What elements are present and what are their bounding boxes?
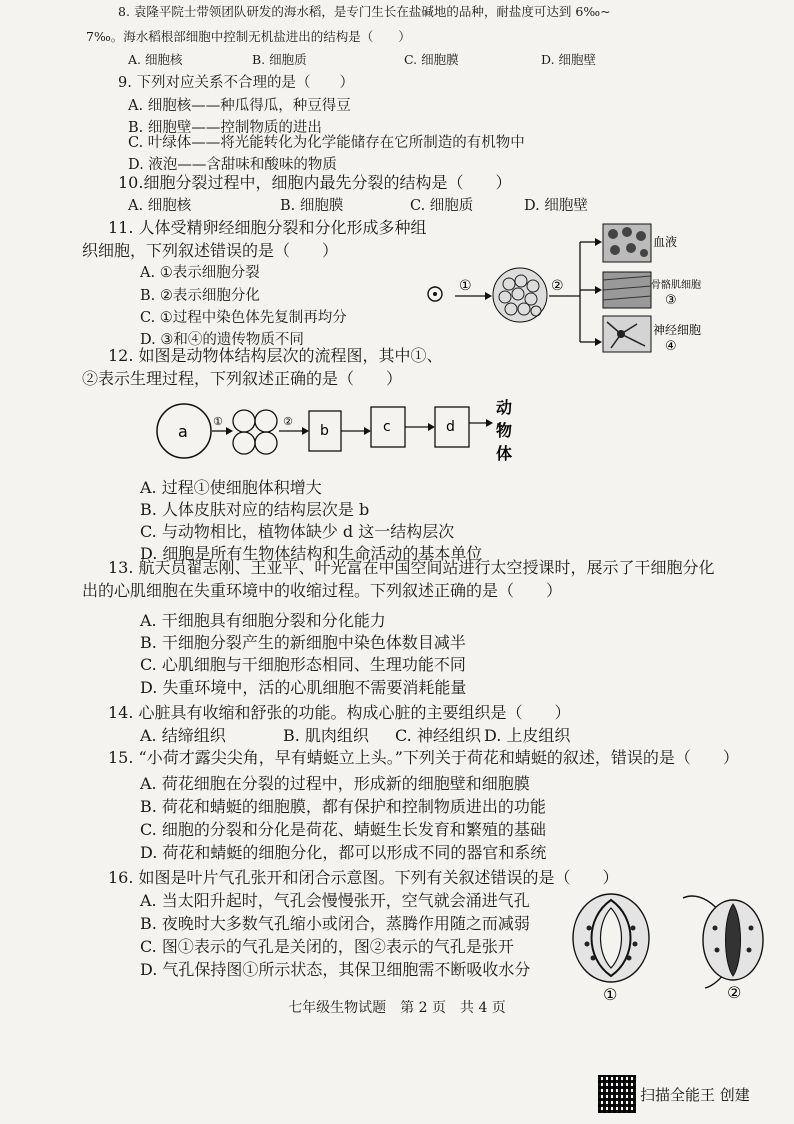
q14-option-b: B. 肌肉组织 — [283, 726, 369, 745]
process-1-label: ① — [213, 415, 223, 428]
dividing-cells-icon — [233, 410, 277, 454]
scanner-watermark: 扫描全能王 创建 — [640, 1086, 750, 1104]
q12-stem-line2: ②表示生理过程，下列叙述正确的是（ ） — [82, 369, 403, 388]
q9-option-a: A. 细胞核——种瓜得瓜，种豆得豆 — [128, 98, 351, 114]
stoma-1-label: ① — [603, 985, 618, 1004]
q14-option-c: C. 神经组织 — [395, 726, 481, 745]
stoma-2-label: ② — [727, 983, 742, 1002]
q16-option-c: C. 图①表示的气孔是关闭的，图②表示的气孔是张开 — [140, 937, 514, 956]
label-a: a — [178, 422, 188, 441]
q11-stem-line1: 11. 人体受精卵经细胞分裂和分化形成多种组 — [108, 218, 427, 237]
q14-option-d: D. 上皮组织 — [484, 726, 571, 745]
page-footer: 七年级生物试题 第 2 页 共 4 页 — [288, 1000, 506, 1016]
cell-cluster-icon — [493, 268, 547, 322]
q14-option-a: A. 结缔组织 — [140, 726, 226, 745]
q16-option-b: B. 夜晚时大多数气孔缩小或闭合，蒸腾作用随之而减弱 — [140, 914, 530, 933]
skeletal-muscle-label: 骨骼肌细胞 — [651, 280, 701, 291]
q10-option-b: B. 细胞膜 — [280, 198, 344, 214]
skeletal-muscle-cells-image — [603, 272, 651, 308]
q10-option-a: A. 细胞核 — [128, 198, 192, 214]
q13-option-d: D. 失重环境中，活的心肌细胞不需要消耗能量 — [140, 678, 467, 697]
q16-stomata-figure — [565, 888, 794, 1008]
q11-stem-line2: 织细胞，下列叙述错误的是（ ） — [82, 241, 339, 260]
stoma-open-icon — [573, 894, 649, 982]
label-c: c — [383, 419, 391, 435]
q16-option-d: D. 气孔保持图①所示状态，其保卫细胞需不断吸收水分 — [140, 960, 531, 979]
q11-option-b: B. ②表示细胞分化 — [140, 288, 260, 304]
q13-option-a: A. 干细胞具有细胞分裂和分化能力 — [140, 611, 386, 630]
q9-option-d: D. 液泡——含甜味和酸味的物质 — [128, 157, 337, 173]
q13-option-b: B. 干细胞分裂产生的新细胞中染色体数目减半 — [140, 633, 466, 652]
q11-option-a: A. ①表示细胞分裂 — [140, 265, 260, 281]
qr-code-icon — [598, 1075, 636, 1113]
q8-stem-line2: 7‰。海水稻根部细胞中控制无机盐进出的结构是（ ） — [86, 29, 411, 44]
nerve-cell-label: 神经细胞 — [653, 323, 702, 337]
process-2-label: ② — [283, 415, 293, 428]
q10-option-d: D. 细胞壁 — [524, 198, 588, 214]
result-char-3: 体 — [496, 444, 513, 463]
q8-stem-line1: 8. 袁隆平院士带领团队研发的海水稻，是专门生长在盐碱地的品种，耐盐度可达到 6‰~ — [118, 4, 611, 19]
label-3: ③ — [665, 293, 677, 308]
q13-option-c: C. 心肌细胞与干细胞形态相同、生理功能不同 — [140, 655, 466, 674]
q12-stem-line1: 12. 如图是动物体结构层次的流程图，其中①、 — [108, 346, 443, 365]
q12-option-b: B. 人体皮肤对应的结构层次是 b — [140, 500, 370, 519]
label-b: b — [320, 423, 329, 439]
blood-cells-image — [603, 224, 651, 262]
q15-option-a: A. 荷花细胞在分裂的过程中，形成新的细胞壁和细胞膜 — [140, 774, 530, 793]
label-4: ④ — [665, 339, 677, 354]
blood-label: 血液 — [653, 235, 678, 249]
stoma-closed-icon — [683, 896, 763, 988]
q13-stem-line1: 13. 航天员翟志刚、王亚平、叶光富在中国空间站进行太空授课时，展示了干细胞分化 — [108, 558, 715, 577]
q9-option-b: B. 细胞壁——控制物质的进出 — [128, 120, 322, 136]
q12-option-c: C. 与动物相比，植物体缺少 d 这一结构层次 — [140, 522, 455, 541]
q15-option-b: B. 荷花和蜻蜓的细胞膜，都有保护和控制物质进出的功能 — [140, 797, 546, 816]
q15-stem: 15. “小荷才露尖尖角，早有蜻蜓立上头。”下列关于荷花和蜻蜓的叙述，错误的是（ ） — [108, 748, 739, 767]
label-d: d — [446, 419, 455, 435]
q12-structure-levels-figure — [150, 393, 530, 471]
q15-option-d: D. 荷花和蜻蜓的细胞分化，都可以形成不同的器官和系统 — [140, 843, 547, 862]
q11-cell-differentiation-figure — [425, 218, 725, 358]
q9-stem: 9. 下列对应关系不合理的是（ ） — [118, 75, 354, 91]
q11-process-1-label: ① — [459, 278, 472, 294]
q8-option-b: B. 细胞质 — [252, 52, 307, 67]
q11-process-2-label: ② — [551, 278, 564, 294]
q8-option-c: C. 细胞膜 — [404, 52, 459, 67]
q15-option-c: C. 细胞的分裂和分化是荷花、蜻蜓生长发育和繁殖的基础 — [140, 820, 546, 839]
q10-option-c: C. 细胞质 — [410, 198, 474, 214]
q11-option-c: C. ①过程中染色体先复制再均分 — [140, 310, 347, 326]
q8-option-a: A. 细胞核 — [128, 52, 183, 67]
q13-stem-line2: 出的心肌细胞在失重环境中的收缩过程。下列叙述正确的是（ ） — [82, 581, 563, 600]
q9-option-c: C. 叶绿体——将光能转化为化学能储存在它所制造的有机物中 — [128, 135, 525, 151]
q16-stem: 16. 如图是叶片气孔张开和闭合示意图。下列有关叙述错误的是（ ） — [108, 868, 619, 887]
result-char-2: 物 — [496, 421, 513, 440]
q8-option-d: D. 细胞壁 — [541, 52, 597, 67]
q12-option-d: D. 细胞是所有生物体结构和生命活动的基本单位 — [140, 544, 483, 563]
result-char-1: 动 — [496, 398, 513, 417]
q11-option-d: D. ③和④的遗传物质不同 — [140, 332, 304, 348]
q16-option-a: A. 当太阳升起时，气孔会慢慢张开，空气就会涌进气孔 — [140, 891, 530, 910]
nerve-cells-image — [603, 316, 651, 352]
q10-stem: 10.细胞分裂过程中，细胞内最先分裂的结构是（ ） — [118, 173, 512, 192]
q14-stem: 14. 心脏具有收缩和舒张的功能。构成心脏的主要组织是（ ） — [108, 703, 571, 722]
q12-option-a: A. 过程①使细胞体积增大 — [140, 478, 322, 497]
